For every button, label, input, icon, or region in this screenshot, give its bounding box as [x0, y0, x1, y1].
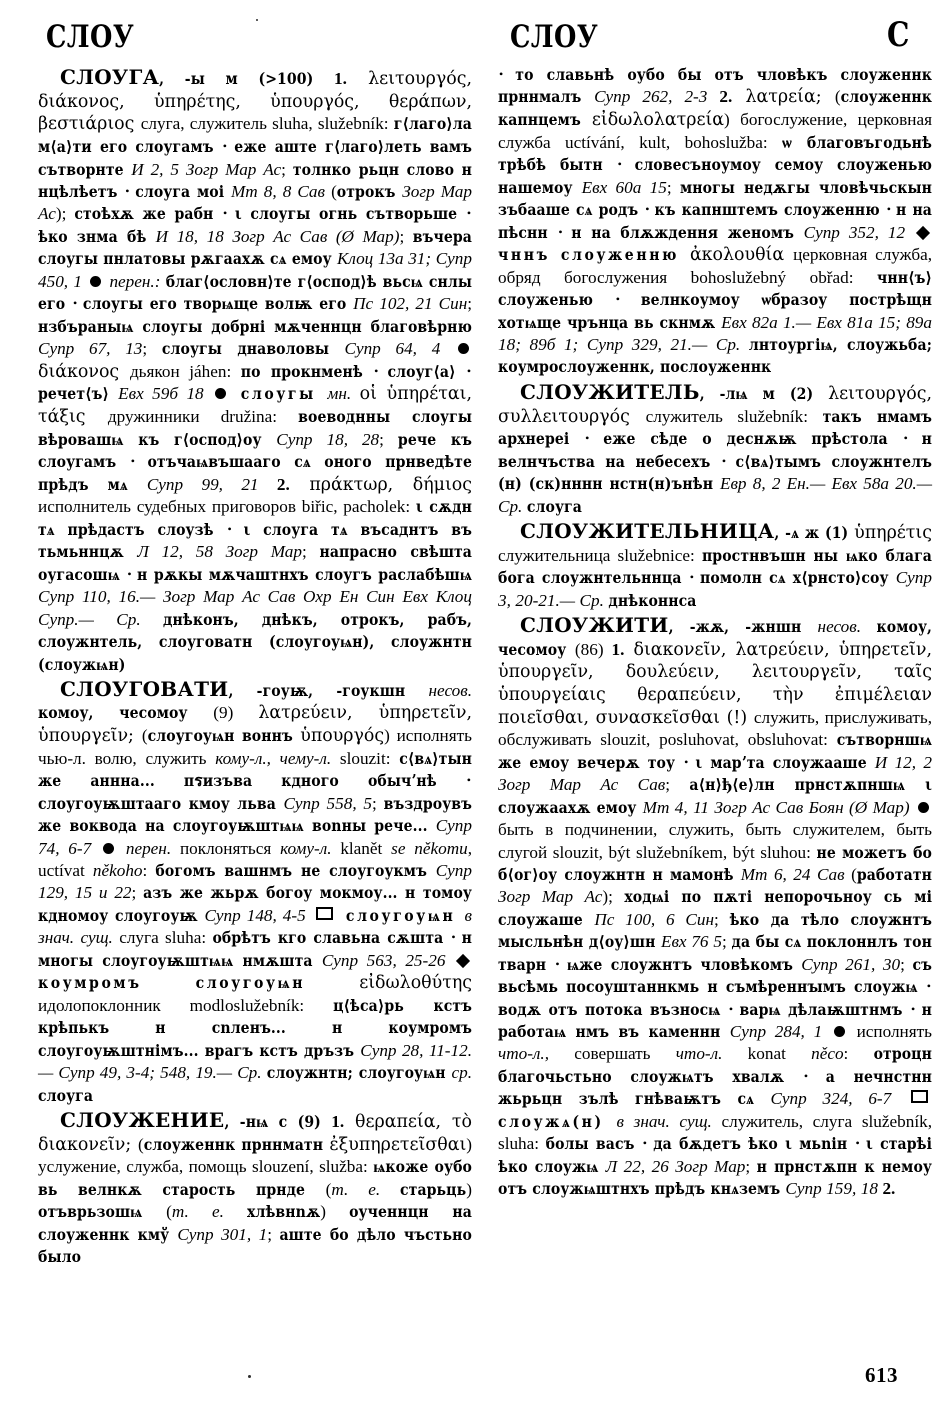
- gloss-text: (: [851, 864, 857, 884]
- example-separator-dot: •: [642, 1136, 653, 1151]
- phrase-bullet-diamond: [456, 954, 470, 968]
- ocs-citation: въздроувъ же воквода на слоугоуѭштѩѩ воnны рече...: [38, 793, 472, 836]
- sense-number: 1.: [334, 69, 347, 88]
- source-reference: Зогр Мар Ас: [38, 181, 472, 224]
- example-separator-dot: •: [222, 139, 234, 154]
- gloss-text: ;: [467, 294, 473, 314]
- gloss-text: (: [325, 1179, 332, 1199]
- ocs-citation: то славьнѣ оубо бы отъ чловѣкъ слоуженнк прннмалъ: [498, 65, 932, 107]
- ocs-citation: ι слоугы огнь сътворьше: [234, 204, 466, 224]
- sense-number: 2.: [719, 87, 733, 107]
- gloss-text: ;: [131, 883, 144, 903]
- example-separator-dot: •: [855, 1136, 865, 1151]
- source-reference: Супр 18, 28: [276, 429, 380, 449]
- ocs-citation: а⟨н⟩ђ⟨е⟩лн прнстѫпншѩ ι слоужаахѫ емоу: [498, 775, 932, 817]
- greek-equivalent: ὑπουργός: [300, 726, 385, 747]
- ocs-citation: н на блѫждення женомъ: [571, 222, 804, 242]
- ocs-citation: слоугы днаволовы: [161, 339, 345, 359]
- example-separator-dot: •: [684, 754, 695, 769]
- page-footer: [38, 1362, 920, 1388]
- gloss-text: ;: [302, 542, 320, 562]
- source-reference: мн.: [327, 384, 360, 404]
- example-separator-dot: •: [645, 202, 654, 217]
- source-reference: кому-л.: [280, 838, 341, 858]
- ocs-citation: ι марʼта слоужааше: [695, 752, 875, 772]
- gloss-text: поклоняться: [179, 838, 281, 858]
- ocs-citation: велнкоумоу ѡбразоу пострѣщн хотѩще чрънца вь скнмѫ: [498, 290, 932, 332]
- ocs-citation: н прнстѫпн к немоу отъ слоужѩштнхъ прѣдъ кнѧземъ: [498, 1156, 933, 1199]
- greek-equivalent: ἀκολουθία: [689, 245, 794, 266]
- ocs-citation: обрѣтъ кго славьна сѫшта: [212, 928, 451, 948]
- sense-number: 2.: [882, 1179, 896, 1199]
- source-reference: т. е.: [171, 1202, 247, 1222]
- source-reference: Супр 159, 18: [785, 1179, 883, 1199]
- ocs-citation: по прокнменѣ: [240, 361, 374, 381]
- ocs-citation: работатн: [856, 864, 932, 884]
- source-reference: кому-л., чему-л.: [215, 748, 340, 768]
- greek-equivalent: λειτουργός, διάκονος, ὑπηρέτης, ὑπουργός, θεράπων, βεστιάριος: [38, 69, 472, 135]
- ocs-citation: а нечнстнн жьрьцн зълѣ гнѣваѭтъ сѧ: [498, 1066, 932, 1109]
- source-reference: Супр 110, 16.— Зогр Мар Ас Сав Охр Ен Син Евх Клоц Супр.— Ср.: [38, 587, 472, 629]
- ocs-citation: комоу, чесомоу: [38, 703, 214, 723]
- ocs-citation: отроцн благочьстьно слоужѩтъ хвалѫ: [498, 1044, 933, 1086]
- ocs-citation: водѫ отъ потока възносѩ: [498, 999, 728, 1019]
- example-separator-dot: •: [555, 956, 566, 971]
- gloss-text: дьякон jáhen:: [129, 361, 241, 381]
- ocs-citation: слоужнтн; слоугоуѩн: [266, 1063, 452, 1083]
- running-head-letter-text: С: [887, 15, 911, 55]
- ocs-headphrase: коумромъ слоугоуѩн: [38, 973, 360, 993]
- ocs-citation: ι сѫдн тѧ прѣдастъ слоузѣ: [38, 497, 472, 539]
- ocs-citation: оученнцн на слоуженнк кмў: [38, 1202, 472, 1244]
- ocs-citation: с⟨вѧ⟩тымъ слоужнтелъ (н) (ск)нннн нстн(н)ънѣн: [498, 451, 932, 494]
- source-reference: Супр 148, 4-5: [204, 905, 312, 925]
- source-reference: несов.: [428, 680, 472, 700]
- source-reference: перен.: [117, 838, 180, 858]
- greek-equivalent: διακονεῖν, λατρεύειν, ὑπηρετεῖν, ὑπουργεῖν, δουλεύειν, λειτουργεῖν, ταῖς ὑπουργείαις θεραπεύειν, τὴν ἐπιμέλειαν ποιεῖσθαι, συνασκεῖσθαι (!): [498, 639, 932, 728]
- source-reference: Супр 324, 6-7: [770, 1089, 907, 1109]
- source-reference: Супр 3, 20-21.— Ср.: [498, 568, 932, 610]
- source-reference: Супр 99, 21: [146, 474, 277, 494]
- ocs-citation: не можетъ бо б⟨ог⟩оу слоужнтн н мамонѣ: [498, 842, 933, 884]
- gloss-text: служить, прислуживать, обслуживать slouzit, posluhovat, obsluhovat:: [498, 707, 932, 750]
- example-separator-dot: •: [72, 296, 82, 311]
- gloss-text: slouzit:: [339, 748, 400, 768]
- ocs-citation: богомъ вашнмъ не слоугоукмъ: [155, 860, 436, 880]
- gloss-text: ;: [665, 775, 690, 795]
- ocs-citation: азъ же жьрѫ богоу мокмоу... н томоу кдномоу слоугоуѭ: [38, 883, 472, 925]
- gloss-text: церковная служба, обряд богослужения bohoslužebný obřad:: [498, 245, 932, 287]
- running-head-center: [510, 19, 606, 55]
- ocs-citation: аште бо дѣло чъстьно было: [38, 1224, 473, 1267]
- gloss-text: быть в подчинении, служить, быть служителем, быть слугой slouzit, být služebníkem, být sluhou:: [498, 820, 932, 862]
- gloss-text: ;: [281, 159, 293, 179]
- ocs-citation: слоугы его творѩще волѭ его: [82, 294, 354, 314]
- example-separator-dot: •: [910, 1001, 921, 1016]
- example-separator-dot: •: [617, 157, 634, 172]
- ocs-citation: словесъноумоу семоу слоуженью нашемоу: [498, 155, 933, 197]
- ocs-citation: ѡ благовъгодьнѣ трѣбѣ бытн: [498, 132, 932, 175]
- source-reference: Супр 284, 1: [729, 1022, 831, 1042]
- source-reference: Супр 74, 6-7: [38, 816, 472, 858]
- gloss-text: совершать: [574, 1044, 676, 1064]
- source-reference: несов.: [817, 617, 877, 637]
- ocs-citation: отъврьзошѩ: [38, 1202, 167, 1222]
- dictionary-entry: [38, 1107, 472, 1269]
- ocs-citation: многы недѫгы чловѣчьскын зъбааше сѧ родъ: [498, 177, 932, 220]
- dictionary-entry-continued: [498, 64, 932, 379]
- ocs-citation: г⟨лаго⟩ла м⟨а⟩ти его слоугамъ: [38, 114, 472, 157]
- greek-equivalent: πράκτωρ, δήμιος: [289, 474, 473, 495]
- gloss-text: служитель, слуга služebník, sluha:: [498, 1111, 932, 1154]
- sense-number: 1.: [611, 639, 625, 659]
- source-reference: Евх 60а 15: [581, 177, 667, 197]
- source-reference: něco: [811, 1044, 844, 1064]
- source-reference: Супр 129, 15 и 22: [38, 860, 472, 903]
- running-head: [38, 16, 920, 62]
- greek-equivalent: λατρεύειν, ὑπηρετεῖν, ὑπουργεῖν;: [38, 703, 472, 747]
- page-number: 613: [865, 1363, 898, 1387]
- dictionary-entry: [498, 518, 932, 612]
- source-reference: т. е.: [331, 1179, 400, 1199]
- ocs-citation: рече къ слоугамъ: [38, 429, 472, 472]
- gloss-text: (: [331, 181, 337, 201]
- gloss-text: исполнитель судебных приговоров biřic, pacholek:: [38, 497, 416, 517]
- example-separator-dot: •: [223, 206, 234, 221]
- source-reference: И 18, 18 Зогр Ас Сав (Ø Мар): [155, 226, 400, 246]
- ocs-citation: ѩже слоужнтъ чловѣкомъ: [566, 954, 802, 974]
- greek-equivalent: εἰδωλολατρεία: [591, 110, 725, 131]
- gloss-text: служитель služebník:: [645, 406, 823, 426]
- gloss-text: дружинники družina:: [107, 407, 299, 427]
- ocs-citation: ι старѣі ѣко слоужѩ: [498, 1134, 932, 1176]
- source-reference: Мт 4, 11 Зогр Ас Сав Боян (Ø Мар): [642, 797, 915, 817]
- source-reference: Супр 301, 1: [177, 1224, 268, 1244]
- entry-lemma: СЛОУЖИТЕЛЬНИЦА: [520, 519, 775, 544]
- source-reference: в знач. сущ.: [616, 1111, 722, 1131]
- running-head-letter-marker: [887, 15, 912, 55]
- example-separator-dot: •: [466, 206, 472, 221]
- ocs-citation: с⟨вѧ⟩тын же аннна... пรизъва кдного обычʼнѣ: [38, 748, 472, 791]
- ocs-citation: отъчаѩвъшааго сѧ оного прнведѣте прѣдъ мѧ: [38, 452, 472, 494]
- example-separator-dot: •: [466, 363, 472, 378]
- ocs-citation: благ⟨ословн⟩те г⟨оспод⟩ѣ вьсѩ снлы его: [38, 271, 472, 314]
- ocs-citation: ѩкоже оубо вь велнкѫ старость прнде: [38, 1157, 472, 1199]
- example-separator-dot: •: [451, 930, 461, 945]
- gloss-text: (: [138, 1134, 144, 1154]
- ocs-citation: н на пѣснн: [498, 200, 933, 242]
- source-reference: Супр 262, 2-3: [594, 87, 720, 107]
- ocs-citation: н рѫкы мѫчаштнхъ слоугъ раслабѣшѩ: [137, 564, 472, 584]
- greek-equivalent: εἰδωλοθύτης: [359, 973, 472, 994]
- ocs-citation: днѣконъ, днѣкъ, отрокъ, рабъ, слоужнтель, слоуговатн (слоугоуѩн), слоужнтн (слоужѩн): [38, 609, 472, 674]
- example-separator-dot: •: [466, 773, 471, 788]
- ocs-citation: воеводнны слоугы вѣровашѩ къ г⟨оспод⟩оу: [38, 407, 472, 449]
- sense-bullet-circle: [215, 388, 226, 399]
- ocs-citation: ѣко да тѣло слоужнтъ мысльнѣн д⟨оу⟩шн: [498, 909, 932, 952]
- ocs-citation: н велнчъства на небесехъ: [498, 429, 932, 471]
- ocs-citation: сътворншѩ же емоу вечерѫ тоу: [498, 730, 932, 772]
- source-reference: Л 12, 58 Зогр Мар: [137, 542, 302, 562]
- source-reference: в знач. сущ.: [38, 905, 473, 948]
- gloss-text: konat: [747, 1044, 812, 1064]
- gloss-text: (: [141, 726, 148, 746]
- example-separator-dot: •: [728, 1001, 739, 1016]
- ocs-citation: съ вьсѣмь посоуштаннкмь н съмѣреннꙑмъ слоужѩ: [498, 954, 932, 997]
- ocs-citation: слоуженнк прннматн: [143, 1134, 330, 1154]
- ocs-citation: отрокъ: [336, 181, 403, 201]
- sense-bullet-circle: [103, 843, 114, 854]
- entry-lemma: СЛОУГА: [60, 65, 160, 89]
- ocs-citation: слоугоуѩн воннъ: [147, 726, 301, 746]
- ocs-citation: толнко рьцн слово н нцѣлѣетъ: [38, 159, 472, 201]
- example-separator-dot: •: [125, 183, 135, 198]
- gloss-text: ;: [721, 932, 732, 952]
- gloss-text: ;: [666, 177, 680, 197]
- gloss-text: :: [843, 1044, 874, 1064]
- sense-bullet-circle: [834, 1026, 845, 1037]
- sense-number: 2.: [276, 474, 290, 494]
- phrase-bullet-diamond: [916, 226, 930, 240]
- source-reference: Супр 28, 11-12.— Супр 49, 3-4; 548, 19.— Ср.: [38, 1040, 472, 1083]
- gloss-text: идолопоклонник modloslužebník:: [38, 995, 334, 1015]
- ocs-citation: еже сѣде о деснѫѭ прѣстола: [603, 429, 903, 449]
- ocs-citation: слоуга моі: [135, 181, 231, 201]
- source-reference: Пс 102, 21 Син: [353, 294, 468, 314]
- gloss-text: ;: [714, 909, 730, 929]
- gloss-text: служительница služebnice:: [498, 545, 702, 565]
- ocs-citation: помолн сѧ х⟨рнсто⟩соу: [700, 568, 896, 588]
- source-reference: И 12, 2 Зогр Мар Ас Сав: [498, 752, 933, 795]
- example-separator-dot: •: [926, 979, 931, 994]
- example-separator-dot: •: [721, 453, 735, 468]
- ocs-citation: чнн⟨ъ⟩ слоуженью: [498, 267, 932, 310]
- gloss-text: (: [166, 1202, 172, 1222]
- source-reference: Супр 67, 13: [38, 339, 143, 359]
- source-reference: Мт 6, 24 Сав: [740, 864, 852, 884]
- ocs-citation: еже аште г⟨лаго⟩леть вамъ сътворнте: [38, 137, 472, 179]
- example-separator-dot: •: [903, 431, 921, 446]
- example-separator-dot: •: [886, 202, 896, 217]
- entry-lemma: СЛОУЖИТИ: [520, 613, 669, 638]
- example-separator-dot: •: [585, 431, 603, 446]
- gloss-text: слуга, служитель sluha, služebník:: [140, 114, 394, 134]
- ocs-citation: да бѫдетъ ѣко ι мьnін: [653, 1134, 855, 1154]
- gloss-text: ;: [142, 339, 162, 359]
- example-separator-dot: •: [130, 454, 147, 469]
- text-columns: [38, 64, 933, 1269]
- running-head-left: [46, 19, 142, 55]
- greek-equivalent: θεραπεία, τὸ διακονεῖν;: [38, 1112, 472, 1155]
- example-separator-dot: •: [803, 1068, 825, 1083]
- example-separator-dot: •: [227, 521, 243, 536]
- sense-bullet-circle: [918, 802, 929, 813]
- gloss-text: ;: [372, 793, 384, 813]
- entry-grammar: , -гоуѭ, -гоукшн: [228, 680, 429, 700]
- gloss-text: слуга sluha:: [119, 928, 213, 948]
- source-reference: se někomu: [391, 838, 468, 858]
- source-reference: Мт 8, 8 Сав: [230, 181, 332, 201]
- ocs-headphrase: слоужѧ(н): [498, 1111, 617, 1131]
- gloss-text: );: [55, 204, 75, 224]
- sense-number: 1.: [331, 1112, 345, 1132]
- entry-lemma: СЛОУЖЕНИЕ: [60, 1108, 225, 1133]
- ocs-citation: слоуг⟨а⟩: [387, 361, 466, 381]
- gloss-text: ;: [267, 1224, 280, 1244]
- ocs-headphrase: слоугы: [229, 384, 328, 404]
- gloss-text: ;: [900, 954, 913, 974]
- ocs-citation: ц⟨ѣса⟩рь кстъ крѣпькъ н сnленъ... н коумромъ слоугоуѭштнімъ... врагъ кстъ дръзъ: [38, 995, 472, 1060]
- dictionary-entry: [38, 64, 472, 676]
- gloss-text: ) богослужение, церковная служба uctívání, kult, bohoslužba:: [498, 110, 932, 152]
- example-separator-dot: •: [374, 363, 387, 378]
- source-reference: Евх 82а 1.— Евх 81а 15; 89а 18; 89б 1; Супр 329, 21.— Ср.: [498, 312, 932, 355]
- greek-equivalent: οἱ ὑπηρέται, τάξις: [38, 384, 472, 428]
- substantive-bullet-square: [316, 907, 333, 920]
- dictionary-entry: [38, 676, 472, 1107]
- entry-lemma: СЛОУГОВАТИ: [60, 676, 229, 701]
- substantive-bullet-square: [911, 1090, 928, 1103]
- ocs-citation: днѣконнса: [608, 590, 697, 610]
- ocs-citation: напрасно свѣшта оугасошѩ: [38, 542, 472, 584]
- running-head-left-text: СЛОУ: [46, 19, 135, 55]
- entry-grammar: , -ѧ ж (1): [774, 523, 855, 543]
- ocs-citation: стоѣхѫ же рабн: [74, 204, 223, 224]
- ocs-citation: слоуга: [38, 1085, 94, 1105]
- ocs-citation: старьць: [400, 1179, 467, 1199]
- gloss-text: klanět: [340, 838, 392, 858]
- ocs-citation: ѣко знма бѣ: [38, 226, 156, 246]
- ocs-citation: къ капнштемъ слоуженню: [654, 200, 886, 220]
- gloss-text: , uctívat: [38, 838, 473, 880]
- source-reference: Супр 558, 5: [283, 793, 373, 813]
- gloss-text: ): [320, 1202, 350, 1222]
- greek-equivalent: διάκονος: [38, 361, 130, 382]
- source-reference: Супр 563, 25-26: [321, 950, 454, 970]
- gloss-text: ): [466, 1179, 472, 1199]
- example-separator-dot: •: [689, 570, 700, 585]
- source-reference: Супр 64, 4: [344, 339, 455, 359]
- ocs-citation: слоугоуѭштааго кмоу льва: [38, 793, 284, 813]
- source-reference: někoho: [92, 860, 143, 880]
- gloss-text: ;: [745, 1156, 757, 1176]
- ocs-citation: комоу, чесомоу: [498, 617, 932, 659]
- gloss-text: ;: [399, 226, 413, 246]
- gloss-text: исполнять: [847, 1022, 933, 1042]
- ocs-headphrase: чннъ слоуженню: [498, 245, 690, 265]
- greek-equivalent: ὑπηρέτις: [854, 523, 932, 544]
- source-reference: Пс 100, 6 Син: [594, 909, 714, 929]
- column-right: [498, 64, 932, 1269]
- scan-speck-footer: [248, 1375, 251, 1378]
- sense-bullet-circle: [458, 343, 469, 354]
- column-left: [38, 64, 472, 1269]
- ocs-citation: ι слоуга тѧ въсаднтъ въ тьмьннцѫ: [38, 519, 472, 562]
- source-reference: Зогр Мар Ас: [498, 887, 603, 907]
- source-reference: И 2, 5 Зогр Мар Ас: [131, 159, 282, 179]
- source-reference: Супр 261, 30: [801, 954, 901, 974]
- ocs-citation: ходѩі по пѫті непорочьноу сь мі слоужаше: [498, 887, 933, 929]
- source-reference: Евх 59б 18: [118, 384, 213, 404]
- ocs-citation: речет⟨ъ⟩: [38, 384, 119, 404]
- ocs-citation: болы васъ: [545, 1134, 642, 1154]
- ocs-citation: хлѣвнnѫ: [247, 1202, 321, 1222]
- dictionary-entry: [498, 379, 932, 518]
- gloss-text: );: [602, 887, 625, 907]
- source-reference: Клоц 13а 31; Супр 450, 1: [38, 249, 472, 291]
- gloss-text: :: [142, 860, 156, 880]
- source-reference: Евр 8, 2 Ен.— Евх 58а 20.— Ср.: [498, 474, 932, 516]
- ocs-headphrase: слоугоуѩн: [336, 905, 465, 925]
- source-reference: Евх 76 5: [660, 932, 722, 952]
- sense-bullet-circle: [90, 276, 101, 287]
- ocs-citation: нзбъраныѩ слоугы добрні мѫченнцн благовѣрню: [38, 316, 472, 336]
- entry-grammar: , -нѩ с (9): [224, 1112, 332, 1132]
- source-reference: Л 22, 26 Зогр Мар: [605, 1156, 746, 1176]
- entry-grammar: , -лѩ м (2): [699, 383, 829, 403]
- entry-grammar: , -жѫ, -жншн: [668, 617, 818, 637]
- ocs-citation: слоуга: [526, 496, 582, 516]
- ocs-citation: да бы сѧ поклоннлъ тон тварн: [498, 932, 932, 974]
- example-separator-dot: •: [615, 292, 640, 307]
- gloss-text: (86): [574, 639, 612, 659]
- example-separator-dot: •: [127, 566, 137, 581]
- greek-equivalent: λατρεία;: [732, 87, 835, 108]
- ocs-citation: простнвъшн ны ѩко блага бога слоужнтельннца: [498, 545, 932, 588]
- ocs-citation: н работаѩ нмъ въ каменнн: [498, 999, 933, 1042]
- ocs-citation: лнтоургіѩ, слоужьба; коумрослоуженнк, послоуженнк: [498, 335, 932, 377]
- source-reference: ср.: [451, 1063, 472, 1083]
- gloss-text: (9): [213, 703, 259, 723]
- example-separator-dot: •: [558, 224, 571, 239]
- source-reference: Супр 352, 12: [803, 222, 914, 242]
- scan-speck: [256, 19, 258, 21]
- greek-equivalent: λειτουργός, συλλειτουργός: [498, 383, 932, 427]
- source-reference: что-л.,: [498, 1044, 575, 1064]
- source-reference: перен.:: [104, 271, 166, 291]
- source-reference: что-л.: [675, 1044, 748, 1064]
- entry-lemma: СЛОУЖИТЕЛЬ: [520, 379, 700, 404]
- ocs-citation: такъ нмамъ архнереі: [498, 406, 932, 449]
- ocs-citation: слоуженнк капнцемъ: [498, 87, 933, 130]
- gloss-text: ;: [379, 429, 398, 449]
- gloss-text: ) исполнять чью-л. волю, служить: [38, 726, 472, 768]
- gloss-text: ) услужение, служба, помощь slouzení, služba:: [38, 1134, 472, 1177]
- entry-grammar: , -ы м (>100): [159, 69, 335, 88]
- running-head-center-text: СЛОУ: [510, 19, 599, 55]
- dictionary-entry: [498, 612, 932, 1200]
- gloss-text: (: [834, 87, 841, 107]
- ocs-citation: н многы слоугоуѭштѩѩ нмѫшта: [38, 928, 472, 970]
- ocs-citation: варѩ дѣлаѭштнмъ: [739, 999, 910, 1019]
- ocs-citation: въчера слоугы пнлатовы рѫгаахѫ сѧ емоу: [38, 226, 472, 269]
- example-separator-dot: •: [499, 67, 515, 81]
- greek-equivalent: ἐξυπηρετεῖσθαι: [329, 1134, 467, 1155]
